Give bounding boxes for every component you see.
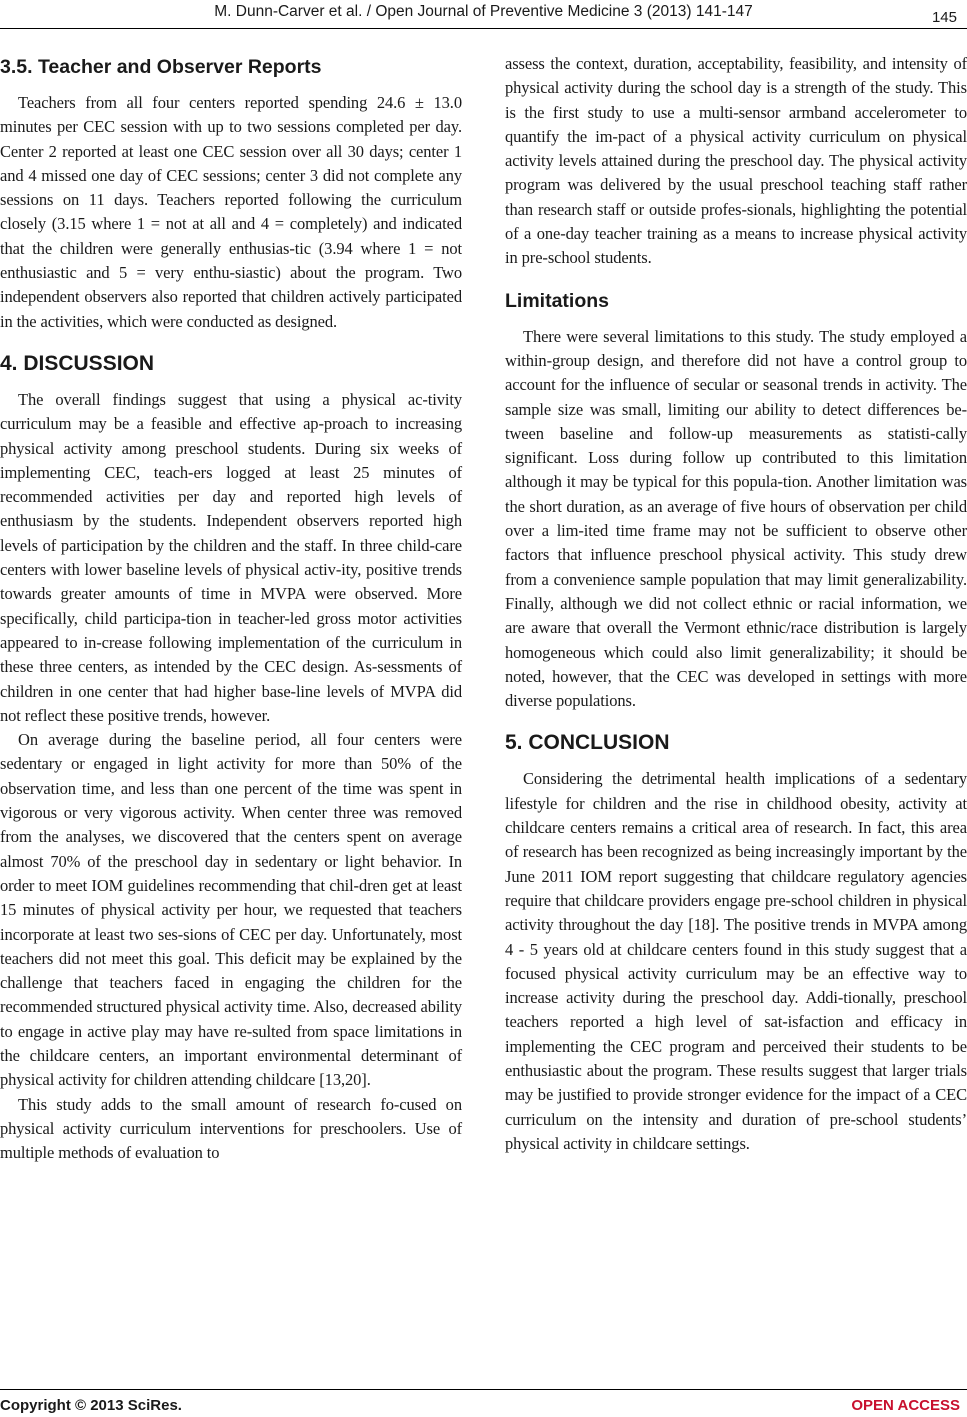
copyright-notice: Copyright © 2013 SciRes.	[0, 1397, 182, 1414]
left-column	[0, 52, 462, 1165]
paragraph-continuation: assess the context, duration, acceptability, feasibility, and intensity of physical activity during the school day is a strength of the study. This is the first study to use a multi-sensor armband accelerometer to quantify the im-pact of a physical activity curriculum on physical activity levels attained during the preschool day. The physical activity program was delivered by the usual preschool teaching staff rather than research staff or outside profes-sionals, highlighting the potential of a one-day teacher training as a means to increase physical activity in pre-school students.	[505, 54, 967, 268]
paragraph: This study adds to the small amount of research fo-cused on physical activity curriculum interventions for preschoolers. Use of multiple methods of evaluation to	[0, 1094, 462, 1163]
paragraph: Considering the detrimental health implications of a sedentary lifestyle for children and the rise in childhood obesity, activity at childcare centers remains a critical area of research. In fact, this area of research has been recognized as being increasingly important by the June 2011 IOM report suggesting that childcare regulatory agencies require that childcare providers engage pre-school children in physical activity throughout the day [18]. The positive trends in MVPA among 4 - 5 years old at childcare centers found in this study suggest that a focused physical activity curriculum may be an effective way to increase activity during the preschool day. Addi-tionally, preschool teachers reported a high level of sat-isfaction and efficacy in implementing the CEC program and perceived their students to be enthusiastic about the program. These results suggest that larger trials may be justified to provide stronger evidence for the impact of a CEC curriculum on the intensity and duration of pre-school students’ physical activity in childcare settings.	[505, 769, 967, 1153]
section-3-5-heading: 3.5. Teacher and Observer Reports	[0, 56, 322, 78]
paragraph: There were several limitations to this study. The study employed a within-group design, and therefore did not have a control group to account for the influence of secular or seasonal trends in activity. The sample size was small, limiting our ability to detect differences be-tween baseline and follow-up measurements as statisti-cally significant. Loss during follow up contributed to this limitation although it may be typical for this popula-tion. Another limitation was the short duration, as an average of five hours of observation per child over a lim-ited time frame may not be sufficient to observe other factors that influence preschool physical activity. This study drew from a convenience sample population that may limit generalizability. Finally, although we did not collect ethnic or racial information, we are aware that overall the Vermont ethnic/race distribution is largely homogeneous which could also limit generalizability; it should be noted, however, that the CEC was developed in settings with more diverse populations.	[505, 326, 967, 711]
page-number: 145	[931, 9, 957, 26]
footer-rule	[0, 1389, 967, 1390]
page-footer	[0, 1397, 967, 1417]
running-head: M. Dunn-Carver et al. / Open Journal of Preventive Medicine 3 (2013) 141-147	[214, 3, 753, 20]
paragraph: Teachers from all four centers reported spending 24.6 ± 13.0 minutes per CEC session with up to two sessions completed per day. Center 2 reported at least one CEC session over all 30 days; center 1 and 4 missed one day of CEC sessions; center 3 did not complete any sessions on 11 days. Teachers reported following the curriculum closely (3.15 where 1 = not at all and 4 = completely) and indicated that the children were generally enthusias-tic (3.94 where 1 = not enthusiastic and 5 = very enthu-siastic) about the program. Two independent observers also reported that children actively participated in the activities, which were conducted as designed.	[0, 93, 462, 331]
paragraph: The overall findings suggest that using a physical ac-tivity curriculum may be a feasible and effective ap-proach to increasing physical activity among preschool students. During six weeks of implementing CEC, teach-ers logged at least 25 minutes of recommended activities per day and reported high levels of enthusiasm by the students. Independent observers reported high levels of participation by the children and the staff. In three child-care centers with lower baseline levels of physical activ-ity, positive trends towards greater amounts of time in MVPA were observed. More specifically, child participa-tion in teacher-led gross motor activities appeared to in-crease following implementation of the curriculum in these three centers, as intended by the CEC design. As-sessments of children in one center that had higher base-line levels of MVPA did not reflect these positive trends, however.	[0, 389, 462, 725]
open-access-label: OPEN ACCESS	[851, 1397, 960, 1414]
limitations-heading: Limitations	[505, 289, 610, 312]
right-column	[505, 52, 967, 1156]
paragraph: On average during the baseline period, all four centers were sedentary or engaged in light activity for more than 50% of the observation time, and less than one percent of the time was spent in vigorous or very vigorous activity. When center three was removed from the analyses, we discovered that the centers spent on average almost 70% of the preschool day in sedentary or light behavior. In order to meet IOM guidelines recommending that chil-dren get at least 15 minutes of physical activity per hour, we requested that teachers incorporate at least two ses-sions of CEC per day. Unfortunately, most teachers did not meet this goal. This deficit may be explained by the challenge that teachers faced in engaging the children for the recommended structured physical activity time. Also, decreased ability to engage in active play may have re-sulted from space limitations in the childcare centers, an important environmental determinant of physical activity for children attending childcare [13,20].	[0, 730, 462, 1090]
section-5-heading: 5. CONCLUSION	[505, 731, 670, 755]
running-header	[0, 3, 967, 26]
header-rule	[0, 28, 967, 29]
section-4-heading: 4. DISCUSSION	[0, 351, 155, 375]
